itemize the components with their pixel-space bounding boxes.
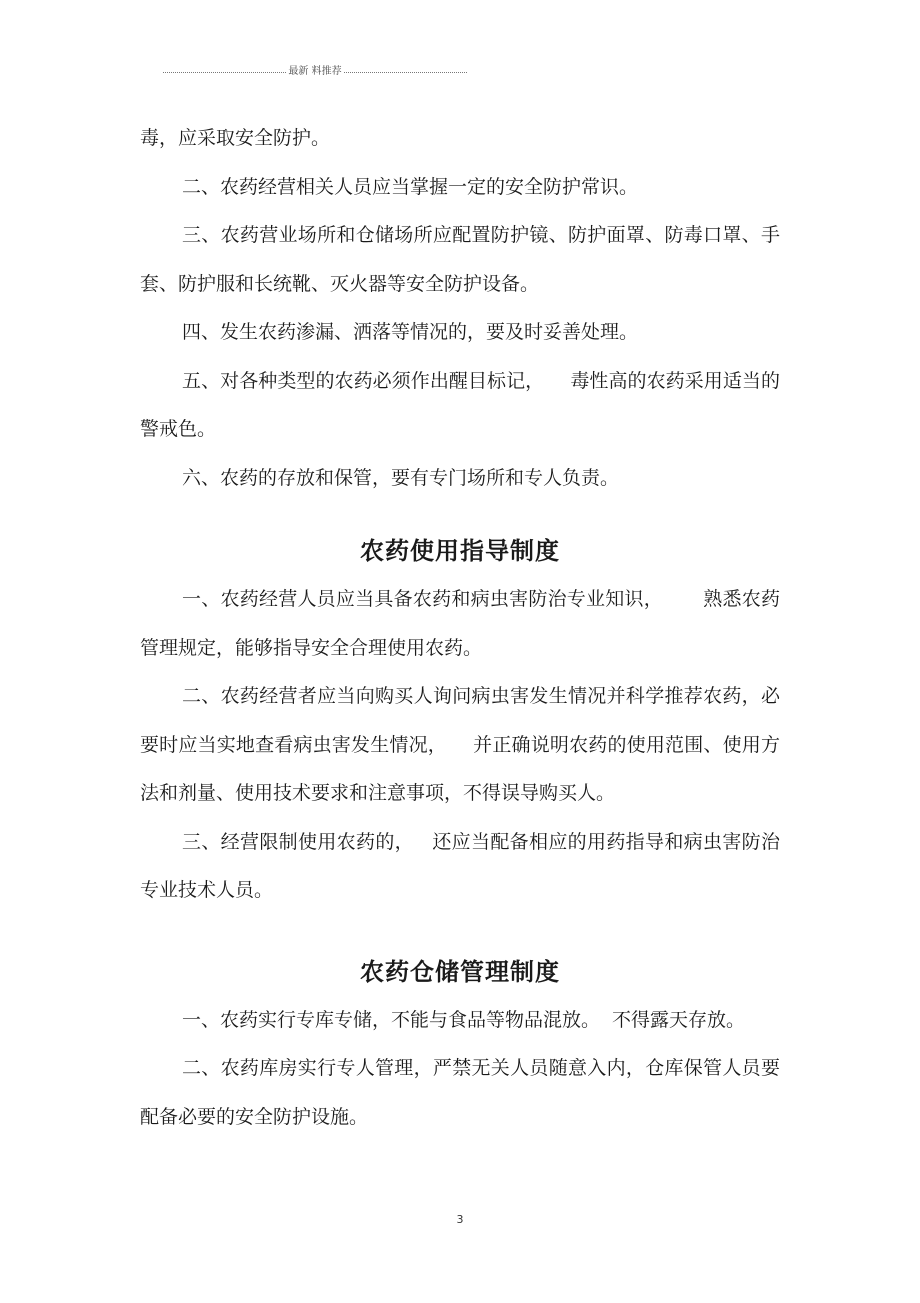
paragraph-usage-2 [140, 672, 780, 818]
paragraph-storage-1-part2: 不得露天存放。 [612, 1008, 746, 1031]
paragraph-safety-4: 四、发生农药渗漏、洒落等情况的，要及时妥善处理。 [182, 321, 639, 343]
header-dotted-rule-right [344, 72, 467, 73]
paragraph-storage-1 [140, 996, 780, 1045]
paragraph-usage-1 [140, 575, 780, 672]
paragraph-usage-3 [140, 818, 780, 915]
section-title-storage: 农药仓储管理制度 [360, 957, 560, 986]
paragraph-safety-3: 三、农药营业场所和仓储场所应配置防护镜、防护面罩、防毒口罩、手套、防护服和长统靴、灭火器等安全防护设备。 [140, 224, 780, 295]
page-header [163, 64, 467, 80]
paragraph-usage-3-part2: 还应当配备相应的用药指导和病虫害防治专业技术人员。 [140, 830, 780, 901]
paragraph-usage-3-part1: 三、经营限制使用农药的， [182, 830, 414, 853]
paragraph-usage-1-part1: 一、农药经营人员应当具备农药和病虫害防治专业知识， [182, 588, 664, 610]
paragraph-usage-1-part2: 熟悉农药管理规定，能够指导安全合理使用农药。 [140, 588, 780, 659]
paragraph-safety-5-part2: 毒性高的农药采用适当的警戒色。 [140, 369, 780, 440]
paragraph-usage-2-part2: 并正确说明农药的使用范围、使用方法和剂量、使用技术要求和注意事项，不得误导购买人。 [140, 733, 780, 804]
paragraph-safety-6: 六、农药的存放和保管，要有专门场所和专人负责。 [182, 466, 620, 489]
section-title-usage: 农药使用指导制度 [360, 537, 560, 565]
paragraph-safety-2: 二、农药经营相关人员应当掌握一定的安全防护常识。 [182, 175, 639, 198]
paragraph-safety-5 [140, 357, 780, 454]
header-dotted-rule-left [163, 72, 286, 73]
paragraph-storage-1-part1: 一、农药实行专库专储，不能与食品等物品混放。 [182, 1008, 601, 1031]
paragraph-usage-2-part1: 二、农药经营者应当向购买人询问病虫害发生情况并科学推荐农药，必要时应当实地查看病虫害发生情况， [140, 685, 780, 756]
paragraph-storage-2: 二、农药库房实行专人管理，严禁无关人员随意入内，仓库保管人员要配备必要的安全防护设施。 [140, 1057, 780, 1128]
page-number: 3 [456, 1213, 464, 1226]
paragraph-continued: 毒，应采取安全防护。 [140, 127, 331, 149]
paragraph-safety-5-part1: 五、对各种类型的农药必须作出醒目标记， [182, 369, 545, 392]
header-label: 最新 料推荐 [288, 66, 342, 77]
document-body [140, 114, 780, 1141]
